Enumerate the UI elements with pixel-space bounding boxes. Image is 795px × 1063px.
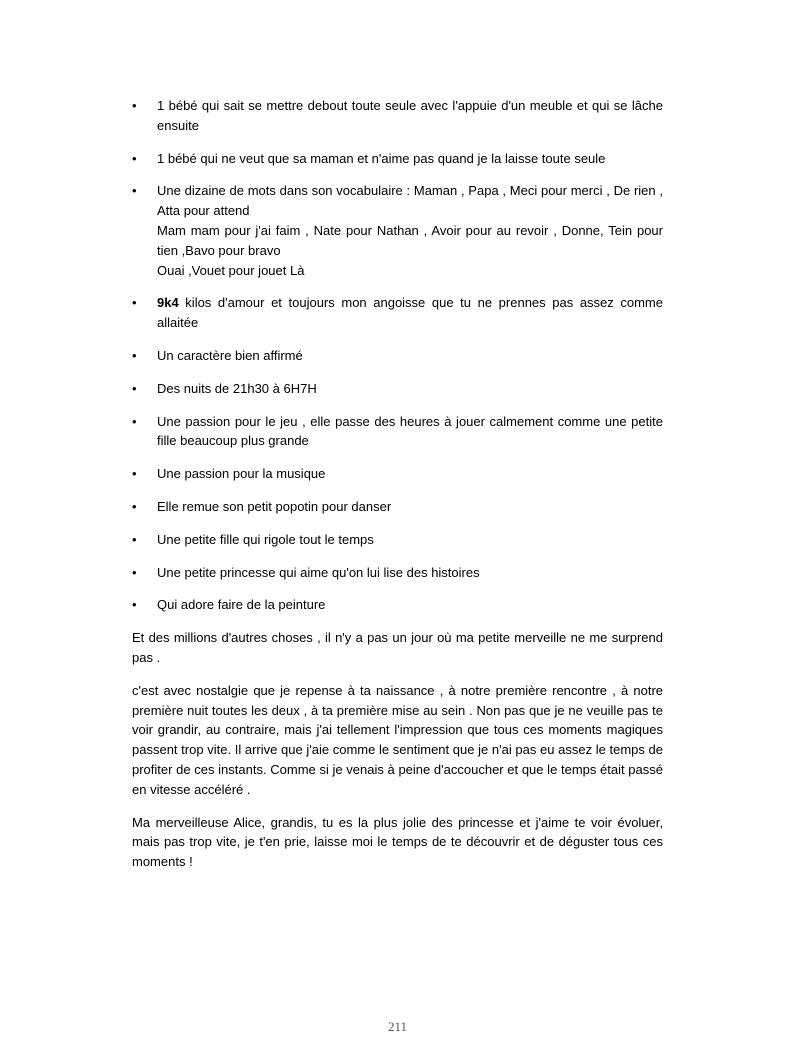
list-item (132, 181, 663, 280)
page-number: 211 (387, 1019, 408, 1034)
bullet-icon: • (132, 380, 137, 396)
list-item (132, 595, 663, 615)
list-item-text: Une dizaine de mots dans son vocabulaire : Maman , Papa , Meci pour merci , De rien , Atta pour attend (157, 183, 663, 219)
list-item (132, 293, 663, 333)
list-item-text: Une petite princesse qui aime qu'on lui lise des histoires (157, 564, 480, 580)
list-item (132, 379, 663, 399)
bullet-icon: • (132, 531, 137, 547)
bullet-icon: • (132, 597, 137, 613)
list-item (132, 149, 663, 169)
bullet-icon: • (132, 183, 137, 199)
list-item-text: Ouai ,Vouet pour jouet Là (157, 262, 305, 278)
list-item-text: Qui adore faire de la peinture (157, 597, 326, 613)
list-item (132, 530, 663, 550)
bullet-list (132, 96, 663, 615)
bullet-icon: • (132, 347, 137, 363)
list-item (132, 346, 663, 366)
list-item (132, 412, 663, 452)
list-item (132, 497, 663, 517)
list-item (132, 464, 663, 484)
bullet-icon: • (132, 98, 137, 113)
list-item-text: Un caractère bien affirmé (157, 347, 303, 363)
paragraph: Ma merveilleuse Alice, grandis, tu es la plus jolie des princesse et j'aime te voir évoluer, mais pas trop vite, je t'en prie, laisse moi le temps de te découvrir et de déguster tous ces moments ! (132, 814, 663, 870)
bullet-icon: • (132, 150, 137, 166)
list-item (132, 96, 663, 136)
bullet-icon: • (132, 295, 137, 311)
bullet-icon: • (132, 498, 137, 514)
weight-value: 9k4 (157, 295, 179, 311)
list-item-text: Une petite fille qui rigole tout le temps (157, 531, 374, 547)
list-item-text: Mam mam pour j'ai faim , Nate pour Nathan , Avoir pour au revoir , Donne, Tein pour tien ,Bavo pour bravo (157, 222, 663, 258)
list-item-text: 1 bébé qui sait se mettre debout toute seule avec l'appuie d'un meuble et qui se lâche ensuite (157, 98, 663, 133)
list-item-text: Une passion pour le jeu , elle passe des heures à jouer calmement comme une petite fille beaucoup plus grande (157, 413, 663, 449)
list-item-text-rest: kilos d'amour et toujours mon angoisse que tu ne prennes pas assez comme allaitée (157, 295, 663, 331)
list-item-text: Une passion pour la musique (157, 466, 326, 482)
paragraph: Et des millions d'autres choses , il n'y a pas un jour où ma petite merveille ne me surprend pas . (132, 630, 663, 665)
list-item-text: Elle remue son petit popotin pour danser (157, 498, 392, 514)
bullet-icon: • (132, 564, 137, 580)
list-item-text: Des nuits de 21h30 à 6H7H (157, 380, 317, 396)
list-item-text (157, 293, 663, 333)
list-item-text: 1 bébé qui ne veut que sa maman et n'aime pas quand je la laisse toute seule (157, 150, 606, 166)
page-body (132, 96, 663, 885)
bullet-icon: • (132, 466, 137, 482)
bullet-icon: • (132, 413, 137, 429)
list-item (132, 563, 663, 583)
paragraph: c'est avec nostalgie que je repense à ta naissance , à notre première rencontre , à notre première nuit toutes les deux , à ta première mise au sein . Non pas que je ne veuille pas te voir grandir, au contraire, mais j'ai tellement l'impression que tous ces moments magiques passent trop vite. Il arrive que j'aie comme le sentiment que je n'ai pas eu assez le temps de profiter de ces instants. Comme si je venais à peine d'accoucher et que le temps était passé en vitesse accéléré . (132, 682, 663, 797)
